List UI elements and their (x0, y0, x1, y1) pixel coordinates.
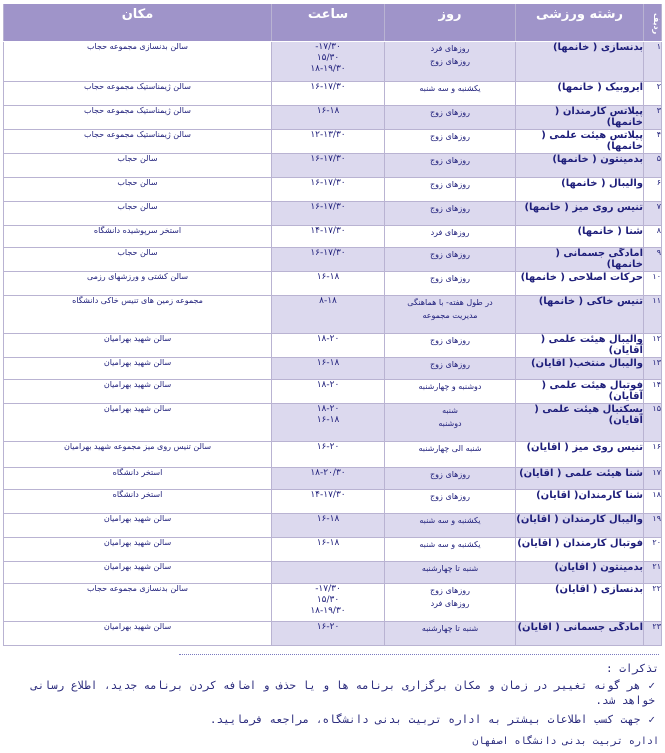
day-value: روزهای زوج (430, 336, 470, 345)
day-value: روزهای زوج (430, 204, 470, 213)
time-value: -۱۷/۳۰ (315, 42, 341, 52)
time-value: ۱۸-۱۹/۳۰ (310, 606, 346, 616)
time-value: ۱۶-۱۷/۳۰ (310, 202, 346, 212)
checkmark-icon: ✓ (648, 713, 655, 726)
time-value: ۱۸-۲۰ (316, 380, 340, 390)
row-number: ۱۰ (644, 272, 662, 296)
day-cell (385, 154, 516, 178)
time-value: ۱۸-۱۹/۳۰ (310, 64, 346, 74)
table-row (4, 154, 662, 178)
day-value: یکشنبه و سه شنبه (419, 84, 481, 93)
sport-name: بسکتبال هیئت علمی ( آقایان) (516, 404, 644, 442)
day-cell (385, 584, 516, 622)
row-number: ۳ (644, 106, 662, 130)
sport-name: تنیس روی میز ( آقایان) (516, 442, 644, 468)
time-cell (272, 622, 385, 646)
day-cell (385, 296, 516, 334)
sport-name: بدمینتون ( خانمها) (516, 154, 644, 178)
notes-divider (179, 654, 659, 655)
table-row (4, 562, 662, 584)
day-cell (385, 272, 516, 296)
table-row (4, 334, 662, 358)
row-number: ۲۱ (644, 562, 662, 584)
time-value: ۱۶-۱۸ (316, 358, 340, 368)
sport-name: بدمینتون ( آقایان) (516, 562, 644, 584)
row-number: ۴ (644, 130, 662, 154)
time-cell (272, 380, 385, 404)
day-value: دوشنبه (438, 419, 462, 428)
day-cell (385, 404, 516, 442)
time-value: ۱۶-۱۸ (316, 415, 340, 425)
time-value: ۱۶-۱۸ (316, 538, 340, 548)
day-cell (385, 358, 516, 380)
time-value: ۱۲-۱۳/۳۰ (310, 130, 346, 140)
place-cell: سالن حجاب (4, 178, 272, 202)
header-time: ساعت (272, 4, 385, 42)
table-row (4, 404, 662, 442)
day-value: شنبه تا چهارشنبه (421, 624, 479, 633)
time-value: ۸-۱۸ (319, 296, 337, 306)
place-cell: سالن شهید بهرامیان (4, 622, 272, 646)
table-row (4, 296, 662, 334)
sport-name: تنیس خاکی ( خانمها) (516, 296, 644, 334)
place-cell: سالن حجاب (4, 154, 272, 178)
day-value: شنبه الی چهارشنبه (418, 444, 482, 453)
time-value: ۱۶-۲۰ (316, 622, 340, 632)
time-value: ۱۶-۱۸ (316, 272, 340, 282)
day-cell (385, 226, 516, 248)
day-value: روزهای زوج (430, 132, 470, 141)
signature: اداره تربیت بدنی دانشگاه اصفهان (472, 736, 659, 747)
day-cell (385, 248, 516, 272)
day-value: در طول هفته- با هماهنگی (407, 298, 493, 307)
row-number: ۱۱ (644, 296, 662, 334)
time-cell (272, 490, 385, 514)
notes-title: تذکرات : (606, 662, 659, 675)
place-cell: سالن ژیمناستیک مجموعه حجاب (4, 130, 272, 154)
table-row (4, 106, 662, 130)
table-row (4, 584, 662, 622)
time-cell (272, 404, 385, 442)
sport-name: شنا هیئت علمی ( آقایان) (516, 468, 644, 490)
table-header-row (4, 4, 662, 42)
sport-name: حرکات اصلاحی ( خانمها) (516, 272, 644, 296)
sport-name: شنا کارمندان( آقایان) (516, 490, 644, 514)
place-cell: مجموعه زمین های تنیس خاکی دانشگاه (4, 296, 272, 334)
header-place: مکان (4, 4, 272, 42)
time-value: -۱۷/۳۰ (315, 584, 341, 594)
sport-name: پیلاتس کارمندان ( خانمها) (516, 106, 644, 130)
row-number: ۲ (644, 82, 662, 106)
time-cell (272, 334, 385, 358)
schedule-table (3, 4, 662, 646)
header-day: روز (385, 4, 516, 42)
sport-name: ایروبیک ( خانمها) (516, 82, 644, 106)
checkmark-icon: ✓ (648, 679, 655, 692)
day-value: روزهای زوج (430, 57, 470, 66)
day-cell (385, 380, 516, 404)
day-cell (385, 82, 516, 106)
time-cell (272, 562, 385, 584)
day-value: روزهای زوج (430, 492, 470, 501)
note-item-1-text: هر گونه تغییر در زمان و مکان برگزاری برنامه ها و یا حذف و اضافه کردن برنامه جدید، اطلاع رسانی خواهد شد. (31, 679, 655, 707)
header-sport: رشته ورزشی (516, 4, 644, 42)
time-value: ۱۵/۳۰ (316, 595, 340, 605)
time-cell (272, 178, 385, 202)
time-cell (272, 42, 385, 82)
table-row (4, 42, 662, 82)
day-value: مدیریت مجموعه (422, 311, 478, 320)
time-cell (272, 272, 385, 296)
time-value: ۱۴-۱۷/۳۰ (310, 226, 346, 236)
day-value: دوشنبه و چهارشنبه (418, 382, 482, 391)
sport-name: والیبال منتخب( آقایان) (516, 358, 644, 380)
row-number: ۱۹ (644, 514, 662, 538)
sport-name: فوتبال کارمندان ( آقایان) (516, 538, 644, 562)
day-cell (385, 42, 516, 82)
row-number: ۲۰ (644, 538, 662, 562)
row-number: ۸ (644, 226, 662, 248)
time-cell (272, 358, 385, 380)
day-value: روزهای زوج (430, 360, 470, 369)
note-item-2-text: جهت کسب اطلاعات بیشتر به اداره تربیت بدنی دانشگاه، مراجعه فرمایید. (209, 713, 641, 726)
place-cell: سالن شهید بهرامیان (4, 358, 272, 380)
time-cell (272, 130, 385, 154)
row-number: ۱۷ (644, 468, 662, 490)
sport-name: فوتبال هیئت علمی ( آقایان) (516, 380, 644, 404)
day-value: روزهای فرد (430, 228, 470, 237)
table-row (4, 490, 662, 514)
sport-name: بدنسازی ( آقایان) (516, 584, 644, 622)
time-value: ۱۶-۱۷/۳۰ (310, 178, 346, 188)
time-value: ۱۶-۱۷/۳۰ (310, 82, 346, 92)
time-cell (272, 154, 385, 178)
row-number: ۷ (644, 202, 662, 226)
time-cell (272, 584, 385, 622)
table-row (4, 130, 662, 154)
day-cell (385, 468, 516, 490)
table-row (4, 82, 662, 106)
sport-name: شنا ( خانمها) (516, 226, 644, 248)
day-value: شنبه تا چهارشنبه (421, 564, 479, 573)
place-cell: سالن بدنسازی مجموعه حجاب (4, 584, 272, 622)
note-item-2 (15, 712, 655, 727)
row-number: ۵ (644, 154, 662, 178)
row-number: ۲۳ (644, 622, 662, 646)
day-value: روزهای زوج (430, 108, 470, 117)
time-cell (272, 248, 385, 272)
table-row (4, 358, 662, 380)
place-cell: سالن کشتی و ورزشهای رزمی (4, 272, 272, 296)
time-value: ۱۸-۲۰/۳۰ (310, 468, 346, 478)
place-cell: سالن تنیس روی میز مجموعه شهید بهرامیان (4, 442, 272, 468)
table-body (4, 42, 662, 646)
day-value: روزهای زوج (430, 250, 470, 259)
day-cell (385, 514, 516, 538)
day-cell (385, 562, 516, 584)
place-cell: سالن حجاب (4, 248, 272, 272)
row-number: ۱۲ (644, 334, 662, 358)
table-row (4, 226, 662, 248)
time-cell (272, 106, 385, 130)
day-cell (385, 442, 516, 468)
day-value: روزهای زوج (430, 156, 470, 165)
place-cell: استخر دانشگاه (4, 468, 272, 490)
row-number: ۱ (644, 42, 662, 82)
time-value: ۱۶-۱۷/۳۰ (310, 248, 346, 258)
row-number: ۶ (644, 178, 662, 202)
table-row (4, 380, 662, 404)
time-cell (272, 514, 385, 538)
row-number: ۱۴ (644, 380, 662, 404)
sport-name: آمادگی جسمانی ( خانمها) (516, 248, 644, 272)
table-row (4, 202, 662, 226)
place-cell: سالن ژیمناستیک مجموعه حجاب (4, 106, 272, 130)
sport-name: بدنسازی ( خانمها) (516, 42, 644, 82)
sport-name: آمادگی جسمانی ( آقایان) (516, 622, 644, 646)
row-number: ۱۸ (644, 490, 662, 514)
time-value: ۱۶-۱۸ (316, 106, 340, 116)
table-row (4, 538, 662, 562)
header-row-number: ردیف (644, 4, 662, 42)
sport-name: والیبال هیئت علمی ( آقایان) (516, 334, 644, 358)
day-value: روزهای زوج (430, 180, 470, 189)
row-number: ۲۲ (644, 584, 662, 622)
place-cell: سالن بدنسازی مجموعه حجاب (4, 42, 272, 82)
row-number: ۱۶ (644, 442, 662, 468)
time-cell (272, 296, 385, 334)
table-row (4, 248, 662, 272)
place-cell: استخر دانشگاه (4, 490, 272, 514)
day-cell (385, 178, 516, 202)
day-value: روزهای فرد (430, 44, 470, 53)
time-value: ۱۵/۳۰ (316, 53, 340, 63)
place-cell: سالن شهید بهرامیان (4, 538, 272, 562)
sport-name: والیبال کارمندان ( آقایان) (516, 514, 644, 538)
place-cell: سالن شهید بهرامیان (4, 562, 272, 584)
day-value: روزهای فرد (430, 599, 470, 608)
day-cell (385, 202, 516, 226)
place-cell: سالن شهید بهرامیان (4, 404, 272, 442)
table-row (4, 514, 662, 538)
time-cell (272, 226, 385, 248)
table-row (4, 178, 662, 202)
sport-name: والیبال ( خانمها) (516, 178, 644, 202)
day-value: روزهای زوج (430, 470, 470, 479)
place-cell: سالن شهید بهرامیان (4, 334, 272, 358)
row-number: ۱۵ (644, 404, 662, 442)
time-cell (272, 82, 385, 106)
day-value: روزهای زوج (430, 586, 470, 595)
day-cell (385, 490, 516, 514)
row-number: ۱۳ (644, 358, 662, 380)
day-value: شنبه (442, 406, 458, 415)
time-cell (272, 538, 385, 562)
table-row (4, 622, 662, 646)
table-row (4, 468, 662, 490)
time-value: ۱۸-۲۰ (316, 404, 340, 414)
time-value: ۱۸-۲۰ (316, 334, 340, 344)
place-cell: سالن ژیمناستیک مجموعه حجاب (4, 82, 272, 106)
place-cell: سالن شهید بهرامیان (4, 380, 272, 404)
day-value: یکشنبه و سه شنبه (419, 540, 481, 549)
day-cell (385, 334, 516, 358)
table-row (4, 272, 662, 296)
note-item-1 (15, 678, 655, 708)
time-value: ۱۶-۱۸ (316, 514, 340, 524)
time-cell (272, 442, 385, 468)
time-value: ۱۶-۲۰ (316, 442, 340, 452)
time-value: ۱۶-۱۷/۳۰ (310, 154, 346, 164)
place-cell: سالن شهید بهرامیان (4, 514, 272, 538)
day-cell (385, 622, 516, 646)
day-value: روزهای زوج (430, 274, 470, 283)
time-cell (272, 468, 385, 490)
table-row (4, 442, 662, 468)
row-number: ۹ (644, 248, 662, 272)
day-cell (385, 538, 516, 562)
day-cell (385, 130, 516, 154)
day-cell (385, 106, 516, 130)
place-cell: سالن حجاب (4, 202, 272, 226)
time-cell (272, 202, 385, 226)
sport-name: پیلاتس هیئت علمی ( خانمها) (516, 130, 644, 154)
day-value: یکشنبه و سه شنبه (419, 516, 481, 525)
place-cell: استخر سرپوشیده دانشگاه (4, 226, 272, 248)
time-value: ۱۴-۱۷/۳۰ (310, 490, 346, 500)
sport-name: تنیس روی میز ( خانمها) (516, 202, 644, 226)
